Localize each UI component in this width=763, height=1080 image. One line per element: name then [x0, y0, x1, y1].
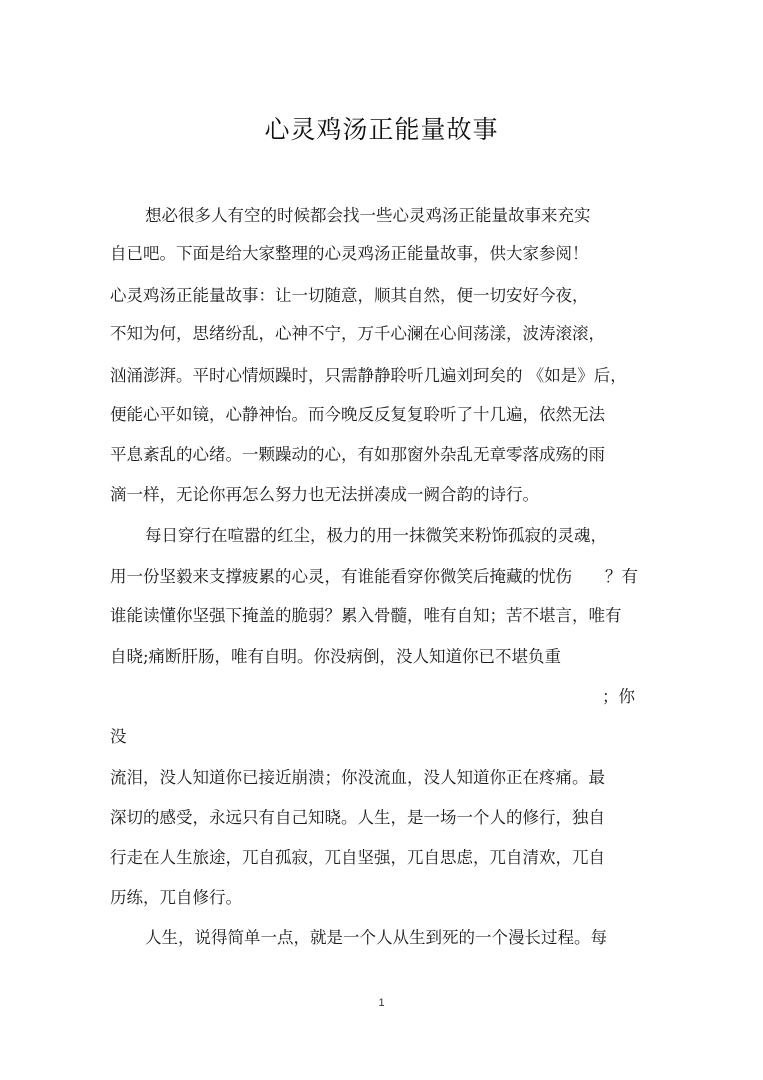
text-line: 平息紊乱的心绪。一颗躁动的心，有如那窗外杂乱无章零落成殇的雨 — [110, 445, 605, 464]
text-line: 自已吧。下面是给大家整理的心灵鸡汤正能量故事，供大家参阅！ — [110, 244, 589, 263]
text-line: 历练，兀自修行。 — [110, 888, 242, 907]
text-line: 行走在人生旅途，兀自孤寂，兀自坚强，兀自思虑，兀自清欢，兀自 — [110, 848, 605, 867]
text-line: 用一份坚毅来支撑疲累的心灵，有谁能看穿你微笑后掩藏的忧伤 ？有 — [110, 567, 638, 586]
text-line: 心灵鸡汤正能量故事：让一切随意，顺其自然，便一切安好今夜， — [110, 286, 589, 305]
text-line: 流泪，没人知道你已接近崩溃；你没流血，没人知道你正在疼痛。最 — [110, 768, 605, 787]
text-line: 人生，说得简单一点，就是一个人从生到死的一个漫长过程。每 — [145, 928, 607, 947]
text-line: 汹涌澎湃。平时心情烦躁时，只需静静聆听几遍刘珂矣的 《如是》后， — [110, 366, 627, 385]
document-title: 心灵鸡汤正能量故事 — [264, 115, 499, 144]
text-line: 想必很多人有空的时候都会找一些心灵鸡汤正能量故事来充实 — [145, 206, 591, 225]
text-line: 谁能读懂你坚强下掩盖的脆弱？累入骨髓，唯有自知；苦不堪言，唯有 — [110, 606, 622, 625]
text-line: 每日穿行在喧嚣的红尘，极力的用一抹微笑来粉饰孤寂的灵魂， — [145, 526, 607, 545]
text-line: 自晓;痛断肝肠，唯有自明。你没病倒，没人知道你已不堪负重 — [110, 647, 562, 666]
text-line: 便能心平如镜，心静神怡。而今晚反反复复聆听了十几遍，依然无法 — [110, 405, 605, 424]
text-line: 不知为何，思绪纷乱，心神不宁，万千心澜在心间荡漾，波涛滚滚， — [110, 324, 605, 343]
text-line: 滴一样，无论你再怎么努力也无法拼凑成一阙合韵的诗行。 — [110, 485, 539, 504]
text-line: ；你 — [602, 687, 635, 706]
text-line: 没 — [110, 727, 127, 746]
text-line: 深切的感受，永远只有自己知晓。人生，是一场一个人的修行，独自 — [110, 808, 605, 827]
page-number: 1 — [378, 997, 385, 1009]
